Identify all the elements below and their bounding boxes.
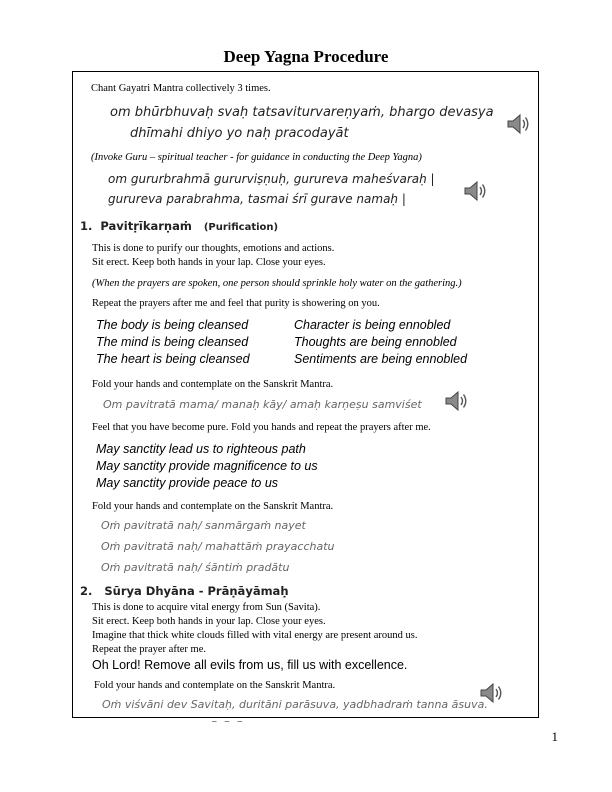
become-pure-instruction: Feel that you have become pure. Fold you hands and repeat the prayers after me. xyxy=(92,422,431,433)
repeat-instruction: Repeat the prayers after me and feel that purity is showering on you. xyxy=(92,298,380,309)
gayatri-mantra-line-2: dhīmahi dhiyo yo naḥ pracodayāt xyxy=(130,126,349,141)
section-2-title: Sūrya Dhyāna - Prāṇāyāmaḥ xyxy=(104,584,289,598)
prayer-line: May sanctity provide peace to us xyxy=(96,476,279,490)
fold-hands-instruction: Fold your hands and contemplate on the Sanskrit Mantra. xyxy=(92,501,334,512)
affirmation: The mind is being cleansed xyxy=(96,335,249,349)
section-2-purpose: This is done to acquire vital energy from Sun (Savita). xyxy=(92,602,321,613)
section-2-posture: Sit erect. Keep both hands in your lap. Close your eyes. xyxy=(92,616,326,627)
affirmation: Sentiments are being ennobled xyxy=(294,352,468,366)
section-1-posture: Sit erect. Keep both hands in your lap. Close your eyes. xyxy=(92,257,326,268)
purification-mantra: Om pavitratā mama/ manaḥ kāy/ amaḥ karṇeṣu samviśet xyxy=(103,398,422,411)
affirmation: Thoughts are being ennobled xyxy=(294,335,457,349)
section-2-heading xyxy=(80,584,289,598)
sprinkle-note: (When the prayers are spoken, one person should sprinkle holy water on the gathering.) xyxy=(92,278,462,289)
affirmation: Character is being ennobled xyxy=(294,318,451,332)
section-1-subtitle: (Purification) xyxy=(203,222,279,233)
page-title: Deep Yagna Procedure xyxy=(223,47,389,66)
sanctity-mantra: Oṁ pavitratā naḥ/ śāntiṁ pradātu xyxy=(101,561,290,574)
prayer-line: May sanctity lead us to righteous path xyxy=(96,442,306,456)
fold-hands-instruction: Fold your hands and contemplate on the Sanskrit Mantra. xyxy=(94,680,336,691)
gayatri-mantra-line-1: om bhūrbhuvaḥ svaḥ tatsaviturvareṇyaṁ, bhargo devasya xyxy=(110,105,494,120)
speaker-icon[interactable] xyxy=(505,113,531,135)
speaker-icon[interactable] xyxy=(478,682,504,704)
chant-instruction: Chant Gayatri Mantra collectively 3 times. xyxy=(91,83,271,94)
guru-mantra-line-2: gurureva parabrahma, tasmai śrī gurave namaḥ | xyxy=(108,192,406,206)
speaker-icon[interactable] xyxy=(443,390,469,412)
speaker-icon[interactable] xyxy=(462,180,488,202)
section-1-purpose: This is done to purify our thoughts, emotions and actions. xyxy=(92,243,335,254)
page-number: 1 xyxy=(551,729,558,744)
sun-prayer: Oh Lord! Remove all evils from us, fill us with excellence. xyxy=(92,658,408,672)
section-2-number: 2. xyxy=(80,584,93,598)
guru-mantra-line-1: om gururbrahmā gururviṣṇuḥ, gurureva maheśvaraḥ | xyxy=(108,172,435,186)
section-1-heading xyxy=(80,219,278,233)
section-2-repeat: Repeat the prayer after me. xyxy=(92,644,206,655)
prayer-line: May sanctity provide magnificence to us xyxy=(96,459,318,473)
footer-dashes: – – – xyxy=(212,716,245,726)
sanctity-mantra: Oṁ pavitratā naḥ/ mahattāṁ prayacchatu xyxy=(101,540,335,553)
section-1-number: 1. xyxy=(80,219,93,233)
sanctity-mantra: Oṁ pavitratā naḥ/ sanmārgaṁ nayet xyxy=(101,519,306,532)
affirmation: The body is being cleansed xyxy=(96,318,249,332)
section-2-imagine: Imagine that thick white clouds filled with vital energy are present around us. xyxy=(92,630,418,641)
invoke-guru-note: (Invoke Guru – spiritual teacher - for guidance in conducting the Deep Yagna) xyxy=(91,152,422,163)
affirmation: The heart is being cleansed xyxy=(96,352,250,366)
section-1-title: Pavitṛīkarṇaṁ xyxy=(100,219,192,233)
surya-mantra: Oṁ viśvāni dev Savitaḥ, duritāni parāsuva, yadbhadraṁ tanna āsuva. xyxy=(102,698,488,711)
fold-hands-instruction: Fold your hands and contemplate on the Sanskrit Mantra. xyxy=(92,379,334,390)
